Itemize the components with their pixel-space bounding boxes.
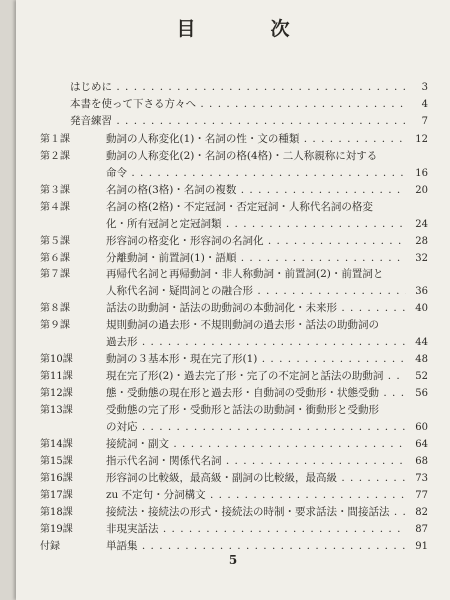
toc-entry-text: の対応 . . . xyxy=(106,419,406,436)
toc-front-matter-row xyxy=(16,96,450,113)
toc-lesson-row xyxy=(16,283,450,300)
toc-entry-text: 形容詞の比較級，最高級・副詞の比較級，最高級 . . . xyxy=(106,470,406,487)
toc-entry-text: 接続詞・副文 . . . xyxy=(106,436,406,453)
toc-page-number: 64 xyxy=(415,438,428,450)
toc-entry-text: 分離動詞・前置詞(1)・語順 . . . xyxy=(106,250,406,267)
toc-lesson-number: 第８課 xyxy=(40,303,70,315)
toc-lesson-row xyxy=(16,504,450,521)
toc-page-number: 73 xyxy=(415,472,428,484)
toc-entry-text: 本書を使って下さる方々へ . . . xyxy=(70,96,406,113)
toc-page-number: 36 xyxy=(415,286,428,298)
toc-lesson-row xyxy=(16,233,450,250)
toc-lesson-number: 第６課 xyxy=(40,252,70,264)
toc-lesson-row xyxy=(16,385,450,402)
toc-page-number: 12 xyxy=(415,133,428,145)
toc-lesson-row xyxy=(16,419,450,436)
toc-lesson-row xyxy=(16,199,450,216)
toc-page-number: 28 xyxy=(415,235,428,247)
toc-entry-text: 動詞の人称変化(1)・名詞の性・文の種類 . . . xyxy=(106,131,406,148)
toc-entry-text: 動詞の３基本形・現在完了形(1) . . . xyxy=(106,351,406,368)
toc-front-matter-row xyxy=(16,79,450,96)
toc-lesson-number: 第12課 xyxy=(40,388,73,400)
toc-lesson-number: 第９課 xyxy=(40,320,70,332)
toc-page-number: 16 xyxy=(415,167,428,179)
toc-entry-text: 規則動詞の過去形・不規則動詞の過去形・話法の助動詞の xyxy=(106,319,379,332)
toc-page-number: 7 xyxy=(421,115,428,127)
toc-entry-text: 受動態の完了形・受動形と話法の助動詞・衝動形と受動形 xyxy=(106,404,379,417)
toc-entry-text: zu 不定句・分詞構文 . . . xyxy=(106,487,406,504)
toc-front-matter-row xyxy=(16,113,450,130)
toc-lesson-row xyxy=(16,165,450,182)
toc-lesson-number: 第17課 xyxy=(40,489,73,501)
toc-lesson-row xyxy=(16,216,450,233)
toc-page-number: 4 xyxy=(421,98,428,110)
toc-lesson-number: 第19課 xyxy=(40,523,73,535)
toc-entry-text: 発音練習 . . . xyxy=(70,113,406,130)
toc-page-number: 87 xyxy=(415,523,428,535)
toc-lesson-number: 第18課 xyxy=(40,506,73,518)
toc-entry-text: 名詞の格(2格)・不定冠詞・否定冠詞・人称代名詞の格変 xyxy=(106,200,373,213)
toc-entry-text: 形容詞の格変化・形容詞の名詞化 . . . xyxy=(106,233,406,250)
toc-entry-text: 再帰代名詞と再帰動詞・非人称動詞・前置詞(2)・前置詞と xyxy=(106,268,384,281)
toc-lesson-number: 第３課 xyxy=(40,184,70,196)
toc-entry-text: 名詞の格(3格)・名詞の複数 . . . xyxy=(106,182,406,199)
toc-entry-text: 単語集 . . . xyxy=(106,538,406,555)
toc-lesson-number: 第４課 xyxy=(40,201,70,213)
toc-lesson-number: 第16課 xyxy=(40,472,73,484)
toc-entry-text: 現在完了形(2)・過去完了形・完了の不定詞と話法の助動詞 . . . xyxy=(106,368,406,385)
toc-page-number: 24 xyxy=(415,218,428,230)
toc-page-number: 82 xyxy=(415,506,428,518)
toc-page-number: 68 xyxy=(415,455,428,467)
toc-lesson-number: 第２課 xyxy=(40,150,70,162)
toc-lesson-number: 第14課 xyxy=(40,438,73,450)
toc-entry-text: はじめに . . . xyxy=(70,79,406,96)
toc-lesson-number: 付録 xyxy=(40,540,60,552)
toc-lesson-row xyxy=(16,317,450,334)
book-page xyxy=(16,0,450,600)
toc-lesson-row xyxy=(16,131,450,148)
toc-lesson-number: 第15課 xyxy=(40,455,73,467)
page-title: 目 次 xyxy=(176,18,318,40)
toc-page-number: 40 xyxy=(415,303,428,315)
toc-lesson-row xyxy=(16,148,450,165)
toc-lesson-row xyxy=(16,250,450,267)
toc-lesson-number: 第７課 xyxy=(40,269,70,281)
toc-lesson-row xyxy=(16,368,450,385)
toc-lesson-row xyxy=(16,266,450,283)
toc-lesson-row xyxy=(16,182,450,199)
toc-page-number: 32 xyxy=(415,252,428,264)
toc-page-number: 77 xyxy=(415,489,428,501)
toc-lesson-row xyxy=(16,334,450,351)
toc-lesson-row xyxy=(16,351,450,368)
toc-lesson-number: 第10課 xyxy=(40,354,73,366)
toc-entry-text: 非現実話法 . . . xyxy=(106,521,406,538)
toc-entry-text: 話法の助動詞・話法の助動詞の本動詞化・未来形 . . . xyxy=(106,300,406,317)
toc-entry-text: 指示代名詞・関係代名詞 . . . xyxy=(106,453,406,470)
toc-page-number: 48 xyxy=(415,354,428,366)
toc-entry-text: 動詞の人称変化(2)・名詞の格(4格)・二人称親称に対する xyxy=(106,149,378,162)
toc-page-number: 52 xyxy=(415,371,428,383)
toc-page-number: 56 xyxy=(415,388,428,400)
page-number: 5 xyxy=(228,553,238,567)
toc-lesson-number: 第11課 xyxy=(40,371,73,383)
toc-entry-text: 化・所有冠詞と定冠詞類 . . . xyxy=(106,216,406,233)
toc-page-number: 60 xyxy=(415,422,428,433)
toc-page-number: 44 xyxy=(415,337,428,349)
toc-lesson-number: 第13課 xyxy=(40,405,73,417)
toc-lesson-row xyxy=(16,521,450,538)
toc-lesson-row xyxy=(16,453,450,470)
toc-lesson-row xyxy=(16,300,450,317)
toc-entry-text: 人称代名詞・疑問詞との融合形 . . . xyxy=(106,283,406,300)
toc-entry-text: 命令 . . . xyxy=(106,165,406,182)
toc-entry-text: 接続法・接続法の形式・接続法の時制・要求話法・間接話法 . . . xyxy=(106,504,406,521)
toc-page-number: 91 xyxy=(415,540,428,552)
toc-entry-text: 態・受動態の現在形と過去形・自動詞の受動形・状態受動 . . . xyxy=(106,385,406,402)
toc-page-number: 20 xyxy=(415,184,428,196)
toc-lesson-row xyxy=(16,470,450,487)
toc-lesson-row xyxy=(16,402,450,419)
toc-entry-text: 過去形 . . . xyxy=(106,334,406,351)
toc-lesson-row xyxy=(16,487,450,504)
toc-page-number: 3 xyxy=(421,82,428,93)
toc-lesson-row xyxy=(16,436,450,453)
toc-lesson-number: 第１課 xyxy=(40,133,70,145)
toc-lesson-number: 第５課 xyxy=(40,235,70,247)
